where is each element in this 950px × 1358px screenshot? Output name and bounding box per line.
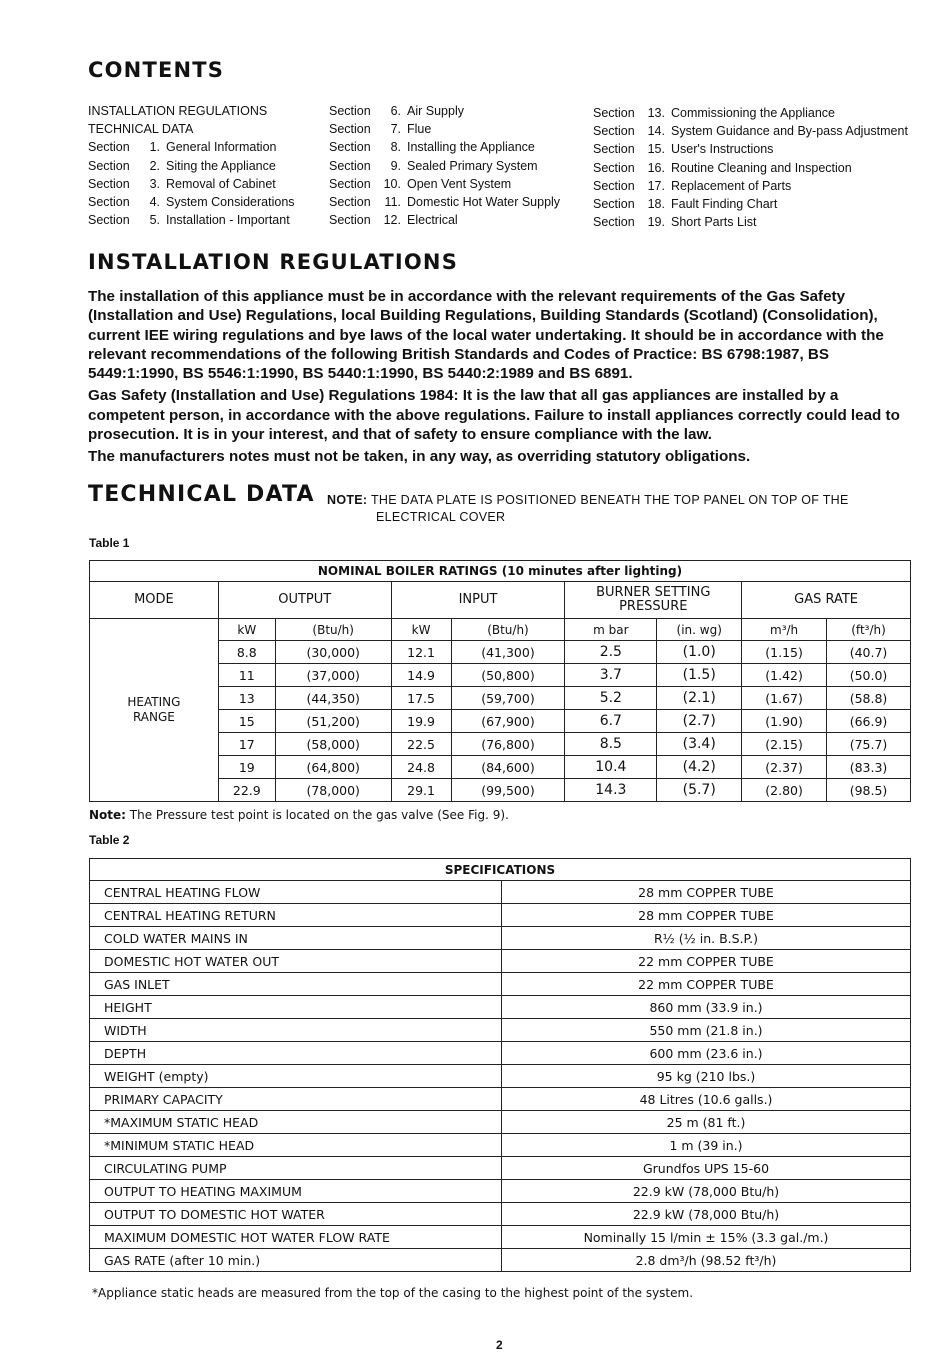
table-cell: 8.8: [218, 641, 275, 664]
note-line-2: ELECTRICAL COVER: [376, 510, 506, 524]
contents-column-2: [329, 102, 560, 229]
table-cell: (99,500): [451, 779, 565, 802]
table-cell: 13: [218, 687, 275, 710]
entry-title: Installing the Appliance: [407, 140, 535, 155]
table-row: [90, 1180, 911, 1203]
entry-title: Siting the Appliance: [166, 158, 276, 173]
header-output: OUTPUT: [218, 582, 391, 619]
spec-value: R½ (½ in. B.S.P.): [502, 927, 911, 950]
entry-title: Open Vent System: [407, 176, 512, 191]
table-cell: (67,900): [451, 710, 565, 733]
contents-entry: [88, 193, 295, 211]
spec-label: *MAXIMUM STATIC HEAD: [90, 1111, 502, 1134]
spec-value: 2.8 dm³/h (98.52 ft³/h): [502, 1249, 911, 1272]
unit-cell: (in. wg): [657, 619, 742, 641]
table-cell: (2.80): [742, 779, 827, 802]
contents-entry: [329, 102, 560, 120]
table-cell: (64,800): [275, 756, 391, 779]
contents-entry: [88, 102, 295, 120]
contents-column-1: [88, 102, 295, 229]
spec-label: *MINIMUM STATIC HEAD: [90, 1134, 502, 1157]
table-cell: (51,200): [275, 710, 391, 733]
entry-section: Section: [329, 122, 371, 137]
header-burner-line-2: PRESSURE: [619, 599, 688, 614]
table-row: [90, 1088, 911, 1111]
table-1-caption: Table 1: [89, 536, 130, 550]
spec-value: 860 mm (33.9 in.): [502, 996, 911, 1019]
table-cell: (50,800): [451, 664, 565, 687]
table-cell: (66.9): [827, 710, 911, 733]
table-1-note-label: Note:: [89, 808, 126, 822]
contents-entry: [593, 213, 908, 231]
unit-cell: m bar: [565, 619, 657, 641]
entry-title: Short Parts List: [671, 215, 757, 230]
table-cell: (4.2): [657, 756, 742, 779]
table-cell: 19.9: [391, 710, 451, 733]
table-row: [90, 973, 911, 996]
table-cell: (2.1): [657, 687, 742, 710]
table-cell: (78,000): [275, 779, 391, 802]
entry-number: 16.: [647, 160, 665, 175]
regulations-paragraph: The installation of this appliance must be in accordance with the relevant requirements of the Gas Safety (Installation and Use) Regulations, local Building Regulations, Building Standards (Scotland) (Consolidation), current IEE wiring regulations and bye laws of the local water undertaking. It should be in accordance with the relevant recommendations of the following British Standards and Codes of Practice: BS 6798:1987, BS 5449:1:1990, BS 5546:1:1990, BS 5440:1:1990, BS 5440:2:1989 and BS 6891.: [88, 288, 884, 383]
spec-label: GAS RATE (after 10 min.): [90, 1249, 502, 1272]
table-cell: (58,000): [275, 733, 391, 756]
entry-number: 14.: [647, 124, 665, 139]
contents-entry: [329, 193, 560, 211]
spec-label: OUTPUT TO DOMESTIC HOT WATER: [90, 1203, 502, 1226]
table-row: [90, 996, 911, 1019]
entry-number: 7.: [390, 122, 401, 137]
contents-entry: [593, 195, 908, 213]
spec-label: MAXIMUM DOMESTIC HOT WATER FLOW RATE: [90, 1226, 502, 1249]
spec-label: PRIMARY CAPACITY: [90, 1088, 502, 1111]
entry-title: Electrical: [407, 213, 458, 228]
table-cell: (2.7): [657, 710, 742, 733]
table-row: [90, 1226, 911, 1249]
table-cell: 6.7: [565, 710, 657, 733]
table-cell: 15: [218, 710, 275, 733]
entry-number: 3.: [149, 176, 160, 191]
table-cell: (2.15): [742, 733, 827, 756]
contents-entry: [88, 175, 295, 193]
spec-label: GAS INLET: [90, 973, 502, 996]
table-row: [90, 950, 911, 973]
entry-section: Section: [88, 140, 130, 155]
mode-line-1: HEATING: [127, 695, 181, 709]
spec-value: Nominally 15 l/min ± 15% (3.3 gal./m.): [502, 1226, 911, 1249]
table-cell: 11: [218, 664, 275, 687]
table-cell: (1.67): [742, 687, 827, 710]
entry-section: Section: [593, 160, 635, 175]
entry-number: 9.: [390, 158, 401, 173]
entry-title: Replacement of Parts: [671, 178, 792, 193]
header-gas-rate: GAS RATE: [742, 582, 911, 619]
static-head-footnote: *Appliance static heads are measured from the top of the casing to the highest point of the system.: [92, 1286, 694, 1300]
entry-number: 2.: [149, 158, 160, 173]
contents-entry: [88, 138, 295, 156]
entry-title: User's Instructions: [671, 142, 774, 157]
specifications-table: [89, 858, 911, 1272]
table-cell: 5.2: [565, 687, 657, 710]
contents-entry: [329, 138, 560, 156]
table-2-caption: Table 2: [89, 833, 130, 847]
table-row: [90, 1065, 911, 1088]
table-cell: (1.0): [657, 641, 742, 664]
entry-section: Section: [88, 158, 130, 173]
entry-section: Section: [329, 104, 371, 118]
entry-section: Section: [88, 195, 130, 210]
spec-label: HEIGHT: [90, 996, 502, 1019]
table-cell: 14.9: [391, 664, 451, 687]
contents-entry: [329, 175, 560, 193]
entry-number: 5.: [149, 213, 160, 228]
table-row: [90, 1019, 911, 1042]
entry-title: Routine Cleaning and Inspection: [671, 160, 852, 175]
spec-label: CENTRAL HEATING FLOW: [90, 881, 502, 904]
table-cell: (58.8): [827, 687, 911, 710]
spec-value: 48 Litres (10.6 galls.): [502, 1088, 911, 1111]
table-cell: (30,000): [275, 641, 391, 664]
table-cell: (2.37): [742, 756, 827, 779]
table-row: [90, 1203, 911, 1226]
regulations-paragraph: The manufacturers notes must not be taken, in any way, as overriding statutory obligations.: [88, 448, 751, 466]
table-cell: 14.3: [565, 779, 657, 802]
spec-label: DEPTH: [90, 1042, 502, 1065]
table-cell: 12.1: [391, 641, 451, 664]
contents-entry: [329, 211, 560, 229]
spec-value: 1 m (39 in.): [502, 1134, 911, 1157]
unit-cell: m³/h: [742, 619, 827, 641]
entry-number: 15.: [647, 142, 665, 157]
spec-label: WEIGHT (empty): [90, 1065, 502, 1088]
spec-value: 550 mm (21.8 in.): [502, 1019, 911, 1042]
technical-data-heading: TECHNICAL DATA: [88, 482, 315, 507]
table-row: [90, 1134, 911, 1157]
table-row: [90, 927, 911, 950]
entry-number: 18.: [647, 197, 665, 212]
spec-value: Grundfos UPS 15-60: [502, 1157, 911, 1180]
table-cell: 2.5: [565, 641, 657, 664]
table-cell: (76,800): [451, 733, 565, 756]
entry-number: 4.: [149, 195, 160, 210]
unit-cell: kW: [218, 619, 275, 641]
entry-section: Section: [593, 124, 635, 139]
table-cell: 3.7: [565, 664, 657, 687]
entry-title: Sealed Primary System: [407, 158, 538, 173]
header-burner-setting: [565, 582, 742, 619]
spec-value: 22.9 kW (78,000 Btu/h): [502, 1203, 911, 1226]
table-cell: 29.1: [391, 779, 451, 802]
regulations-heading: INSTALLATION REGULATIONS: [88, 250, 459, 274]
contents-entry: [329, 157, 560, 175]
entry-section: Section: [329, 176, 371, 191]
table-cell: (5.7): [657, 779, 742, 802]
table-cell: (1.90): [742, 710, 827, 733]
table-cell: (50.0): [827, 664, 911, 687]
mode-cell: [90, 619, 219, 802]
table-row: [90, 904, 911, 927]
entry-section: Section: [329, 140, 371, 155]
entry-title: Removal of Cabinet: [166, 176, 276, 191]
entry-section: Section: [593, 106, 635, 120]
entry-section: Section: [593, 197, 635, 212]
entry-section: Section: [329, 195, 371, 210]
spec-value: 28 mm COPPER TUBE: [502, 881, 911, 904]
table-cell: (98.5): [827, 779, 911, 802]
entry-title: Air Supply: [407, 104, 464, 118]
table-1-note: [89, 808, 509, 822]
contents-entry: [593, 140, 908, 158]
table-cell: (37,000): [275, 664, 391, 687]
entry-title: Installation - Important: [166, 213, 290, 228]
entry-section: Section: [88, 176, 130, 191]
spec-value: 22.9 kW (78,000 Btu/h): [502, 1180, 911, 1203]
spec-value: 25 m (81 ft.): [502, 1111, 911, 1134]
table-cell: (1.42): [742, 664, 827, 687]
entry-title: Domestic Hot Water Supply: [407, 195, 561, 210]
table-cell: (83.3): [827, 756, 911, 779]
unit-cell: (Btu/h): [451, 619, 565, 641]
entry-title: General Information: [166, 140, 277, 155]
entry-section: Section: [88, 213, 130, 228]
spec-value: 22 mm COPPER TUBE: [502, 973, 911, 996]
entry-title: System Guidance and By-pass Adjustment: [671, 124, 908, 139]
entry-number: 6.: [390, 104, 401, 118]
table-cell: 8.5: [565, 733, 657, 756]
entry-number: 1.: [149, 140, 160, 155]
table-cell: (1.15): [742, 641, 827, 664]
header-burner-line-1: BURNER SETTING: [596, 585, 711, 600]
contents-entry: [88, 120, 295, 138]
entry-title: INSTALLATION REGULATIONS: [88, 104, 268, 118]
regulations-paragraph: Gas Safety (Installation and Use) Regulations 1984: It is the law that all gas appliances are installed by a competent person, in accordance with the above regulations. Failure to install appliances correctly could lead to prosecution. It is in your interest, and that of safety to ensure compliance with the law.: [88, 387, 900, 444]
entry-title: Flue: [407, 122, 432, 137]
table-cell: 17.5: [391, 687, 451, 710]
table-cell: (41,300): [451, 641, 565, 664]
mode-line-2: RANGE: [132, 710, 175, 724]
table-row: [90, 881, 911, 904]
table-cell: 19: [218, 756, 275, 779]
entry-number: 13.: [647, 106, 665, 120]
contents-entry: [593, 159, 908, 177]
table-cell: 10.4: [565, 756, 657, 779]
spec-label: OUTPUT TO HEATING MAXIMUM: [90, 1180, 502, 1203]
entry-number: 19.: [647, 215, 665, 230]
contents-entry: [329, 120, 560, 138]
header-input: INPUT: [391, 582, 565, 619]
entry-title: Fault Finding Chart: [671, 197, 778, 212]
entry-title: TECHNICAL DATA: [88, 122, 194, 137]
table-cell: (40.7): [827, 641, 911, 664]
regulations-body: [88, 287, 912, 470]
table-row: [90, 1042, 911, 1065]
contents-entry: [88, 157, 295, 175]
spec-label: COLD WATER MAINS IN: [90, 927, 502, 950]
spec-value: 95 kg (210 lbs.): [502, 1065, 911, 1088]
spec-value: 600 mm (23.6 in.): [502, 1042, 911, 1065]
entry-section: Section: [329, 158, 371, 173]
table-cell: 24.8: [391, 756, 451, 779]
table-row: [90, 1157, 911, 1180]
spec-label: CENTRAL HEATING RETURN: [90, 904, 502, 927]
note-line-1: THE DATA PLATE IS POSITIONED BENEATH THE TOP PANEL ON TOP OF THE: [370, 493, 849, 507]
table-2-title: SPECIFICATIONS: [90, 859, 911, 881]
table-1-title: NOMINAL BOILER RATINGS (10 minutes after lighting): [90, 561, 911, 582]
table-row: [90, 1249, 911, 1272]
entry-number: 10.: [383, 176, 401, 191]
unit-cell: (Btu/h): [275, 619, 391, 641]
data-plate-note: [327, 492, 849, 526]
entry-number: 17.: [647, 178, 665, 193]
table-cell: (44,350): [275, 687, 391, 710]
contents-entry: [88, 211, 295, 229]
entry-section: Section: [593, 142, 635, 157]
table-cell: (75.7): [827, 733, 911, 756]
spec-label: WIDTH: [90, 1019, 502, 1042]
entry-number: 12.: [383, 213, 401, 228]
table-cell: (3.4): [657, 733, 742, 756]
entry-number: 8.: [390, 140, 401, 155]
contents-heading: CONTENTS: [88, 58, 225, 82]
contents-entry: [593, 177, 908, 195]
page-number: 2: [496, 1338, 503, 1352]
entry-section: Section: [329, 213, 371, 228]
boiler-ratings-table: [89, 560, 911, 802]
contents-entry: [593, 104, 908, 122]
spec-value: 22 mm COPPER TUBE: [502, 950, 911, 973]
entry-number: 11.: [384, 195, 401, 210]
table-cell: (84,600): [451, 756, 565, 779]
header-mode: MODE: [90, 582, 219, 619]
unit-cell: kW: [391, 619, 451, 641]
entry-section: Section: [593, 178, 635, 193]
spec-value: 28 mm COPPER TUBE: [502, 904, 911, 927]
table-cell: (59,700): [451, 687, 565, 710]
contents-column-3: [593, 104, 908, 231]
table-cell: (1.5): [657, 664, 742, 687]
spec-label: CIRCULATING PUMP: [90, 1157, 502, 1180]
note-label: NOTE:: [327, 493, 368, 507]
entry-section: Section: [593, 215, 635, 230]
table-cell: 22.5: [391, 733, 451, 756]
table-cell: 17: [218, 733, 275, 756]
spec-label: DOMESTIC HOT WATER OUT: [90, 950, 502, 973]
table-cell: 22.9: [218, 779, 275, 802]
contents-entry: [593, 122, 908, 140]
table-row: [90, 1111, 911, 1134]
entry-title: Commissioning the Appliance: [671, 106, 835, 120]
unit-cell: (ft³/h): [827, 619, 911, 641]
table-1-note-text: The Pressure test point is located on the gas valve (See Fig. 9).: [129, 808, 509, 822]
entry-title: System Considerations: [166, 195, 295, 210]
